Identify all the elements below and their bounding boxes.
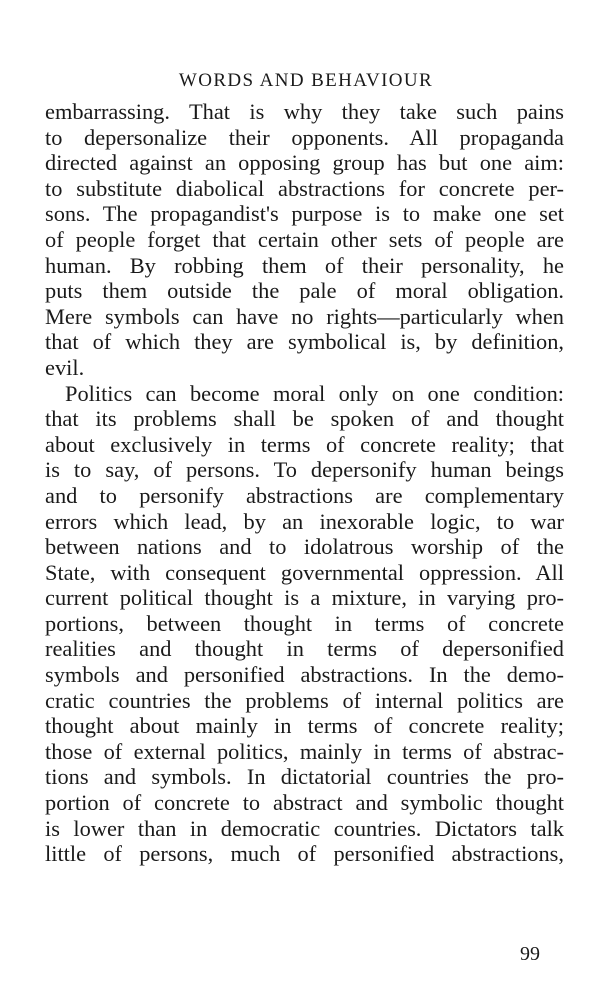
text-line: realities and thought in terms of depersonified bbox=[45, 636, 564, 662]
text-line: sons. The propagandist's purpose is to make one set bbox=[45, 201, 564, 227]
text-line: thought about mainly in terms of concrete reality; bbox=[45, 713, 564, 739]
text-line: about exclusively in terms of concrete reality; that bbox=[45, 431, 564, 457]
text-line: and to personify abstractions are complementary bbox=[45, 482, 564, 508]
body-text bbox=[45, 99, 564, 867]
text-line: that its problems shall be spoken of and thought bbox=[45, 406, 564, 432]
text-line: symbols and personified abstractions. In the demo- bbox=[45, 662, 564, 688]
page-number: 99 bbox=[520, 943, 540, 965]
text-line: directed against an opposing group has but one aim: bbox=[45, 150, 564, 176]
text-line: human. By robbing them of their personality, he bbox=[45, 252, 564, 278]
text-line: Politics can become moral only on one condition: bbox=[65, 380, 564, 406]
text-line: to substitute diabolical abstractions for concrete per- bbox=[45, 175, 564, 201]
text-line: portions, between thought in terms of concrete bbox=[45, 610, 564, 636]
text-line: portion of concrete to abstract and symbolic thought bbox=[45, 790, 564, 816]
text-line: Mere symbols can have no rights—particularly when bbox=[45, 303, 564, 329]
text-line: is to say, of persons. To depersonify human beings bbox=[45, 457, 564, 483]
text-line: little of persons, much of personified abstractions, bbox=[45, 841, 564, 867]
text-line: cratic countries the problems of internal politics are bbox=[45, 687, 564, 713]
text-line: tions and symbols. In dictatorial countries the pro- bbox=[45, 764, 564, 790]
text-line: that of which they are symbolical is, by definition, bbox=[45, 329, 564, 355]
text-line: State, with consequent governmental oppression. All bbox=[45, 559, 564, 585]
text-line: current political thought is a mixture, in varying pro- bbox=[45, 585, 564, 611]
text-line: between nations and to idolatrous worship of the bbox=[45, 534, 564, 560]
text-line: to depersonalize their opponents. All propaganda bbox=[45, 124, 564, 150]
running-head: WORDS AND BEHAVIOUR bbox=[178, 70, 434, 91]
text-line: is lower than in democratic countries. Dictators talk bbox=[45, 815, 564, 841]
text-line: puts them outside the pale of moral obligation. bbox=[45, 278, 564, 304]
text-line: errors which lead, by an inexorable logic, to war bbox=[45, 508, 564, 534]
text-line: evil. bbox=[45, 354, 85, 380]
text-line: those of external politics, mainly in terms of abstrac- bbox=[45, 738, 564, 764]
text-line: of people forget that certain other sets of people are bbox=[45, 226, 564, 252]
text-line: embarrassing. That is why they take such pains bbox=[45, 99, 564, 124]
